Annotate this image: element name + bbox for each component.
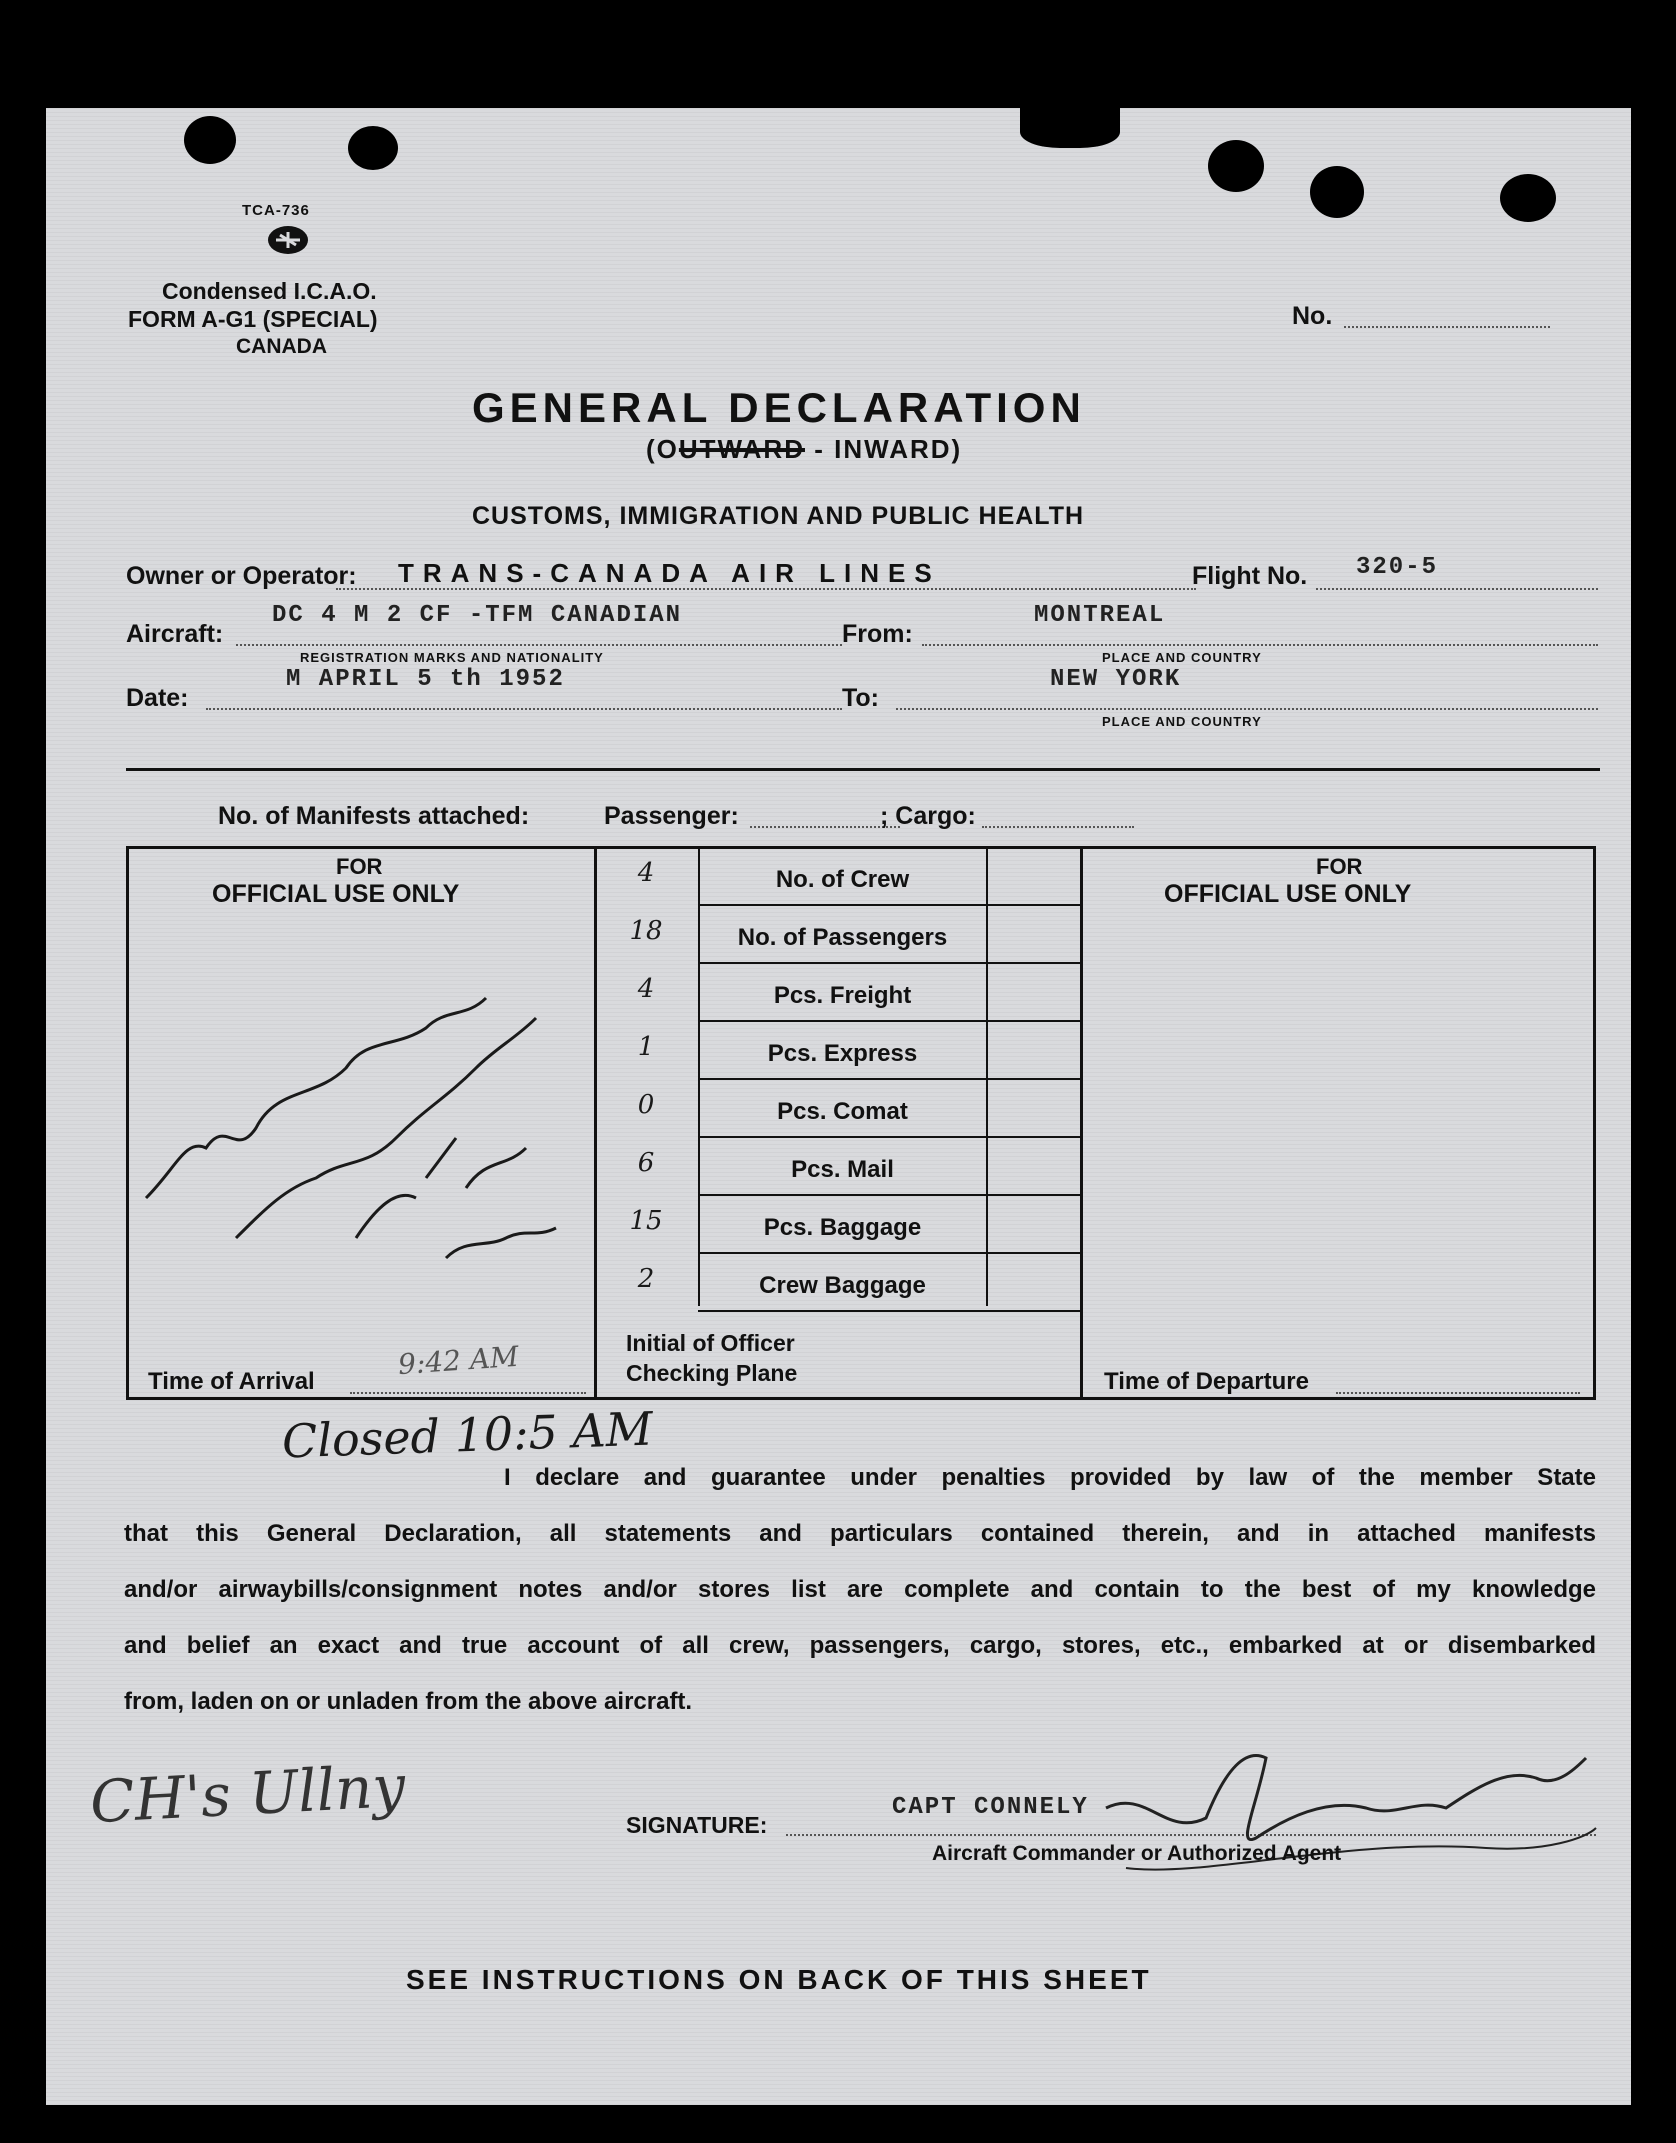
owner-value[interactable]: TRANS-CANADA AIR LINES [398, 558, 941, 588]
from-field-line [922, 644, 1598, 646]
table-row-label: No. of Passengers [737, 924, 948, 951]
to-label: To: [842, 684, 880, 712]
table-row-rule [698, 962, 1080, 964]
time-of-departure-label: Time of Departure [1104, 1368, 1309, 1395]
table-row-value[interactable]: 0 [637, 1090, 655, 1120]
table-row-rule [698, 1194, 1080, 1196]
to-value[interactable]: NEW YORK [1050, 666, 1182, 693]
table-row-value[interactable]: 18 [629, 916, 663, 946]
to-place-note: PLACE AND COUNTRY [1102, 714, 1262, 729]
table-row-value[interactable]: 2 [637, 1264, 655, 1294]
cargo-manifest-field[interactable] [982, 826, 1134, 828]
handwritten-closed-note: Closed 10:5 AM [281, 1401, 654, 1469]
signature-title: Aircraft Commander or Authorized Agent [932, 1842, 1342, 1865]
to-field-line [896, 708, 1598, 710]
cargo-manifest-label: ; Cargo: [880, 802, 976, 830]
table-row-rule [698, 1020, 1080, 1022]
form-code: TCA-736 [242, 202, 310, 219]
table-row-label: Pcs. Express [767, 1040, 918, 1067]
airline-logo-icon [268, 226, 308, 254]
section-heading: CUSTOMS, IMMIGRATION AND PUBLIC HEALTH [472, 502, 1085, 530]
from-label: From: [842, 620, 913, 648]
table-row-value[interactable]: 4 [637, 974, 655, 1004]
punch-hole [1020, 108, 1120, 148]
official-use-right: OFFICIAL USE ONLY [1164, 880, 1412, 908]
declaration-line: and/or airwaybills/consignment notes and/or stores list are complete and contain to the best of my knowledge [124, 1576, 1596, 1603]
initial-officer-line1: Initial of Officer [626, 1330, 795, 1356]
subtitle-open: (O [646, 434, 679, 464]
punch-hole [184, 116, 236, 164]
date-field-line [206, 708, 842, 710]
table-row-value[interactable]: 4 [637, 858, 655, 888]
table-divider-right [1080, 846, 1083, 1400]
punch-hole [348, 126, 398, 170]
form-subtitle [646, 434, 962, 465]
form-title: GENERAL DECLARATION [472, 384, 1086, 431]
flight-value[interactable]: 320-5 [1356, 554, 1439, 581]
official-for-left: FOR [336, 854, 383, 879]
table-row-label: Pcs. Mail [791, 1156, 894, 1183]
table-row-value[interactable]: 6 [637, 1148, 655, 1178]
owner-field-line [336, 588, 1196, 590]
subtitle-struck: UTWARD [678, 434, 805, 464]
handwritten-official-note [116, 938, 596, 1318]
header-line-2: FORM A-G1 (SPECIAL) [128, 306, 378, 332]
punch-hole [1208, 140, 1264, 192]
table-row-label: Crew Baggage [759, 1272, 926, 1299]
table-row-value[interactable]: 15 [629, 1206, 663, 1236]
handwritten-initials: CH's Ullny [88, 1751, 407, 1837]
passenger-manifest-label: Passenger: [604, 802, 739, 830]
signature-scrawl [1086, 1728, 1606, 1898]
table-row-value[interactable]: 1 [637, 1032, 655, 1062]
number-field[interactable] [1344, 326, 1550, 328]
signature-typed-name[interactable]: CAPT CONNELY [892, 1794, 1089, 1821]
number-label: No. [1292, 302, 1333, 330]
passenger-manifest-field[interactable] [750, 826, 900, 828]
manifests-label: No. of Manifests attached: [218, 802, 530, 830]
form-sheet [46, 108, 1631, 2105]
official-use-left: OFFICIAL USE ONLY [212, 880, 460, 908]
aircraft-label: Aircraft: [126, 620, 224, 648]
table-row-rule [698, 1078, 1080, 1080]
declaration-line: from, laden on or unladen from the above aircraft. [124, 1688, 693, 1715]
declaration-line: I declare and guarantee under penalties provided by law of the member State [504, 1464, 1596, 1491]
subtitle-rest: - INWARD) [814, 434, 963, 464]
footer-instructions: SEE INSTRUCTIONS ON BACK OF THIS SHEET [406, 1964, 1152, 1995]
aircraft-note: REGISTRATION MARKS AND NATIONALITY [300, 650, 604, 665]
flight-field-line [1316, 588, 1598, 590]
table-row-rule [698, 904, 1080, 906]
from-value[interactable]: MONTREAL [1034, 602, 1166, 629]
time-of-arrival-field[interactable] [350, 1392, 586, 1394]
punch-hole [1500, 174, 1556, 222]
header-line-3: CANADA [236, 335, 327, 358]
table-row-label: Pcs. Comat [777, 1098, 908, 1125]
table-row-label: Pcs. Freight [773, 982, 912, 1009]
flight-label: Flight No. [1192, 562, 1308, 590]
punch-hole [1310, 166, 1364, 218]
time-of-arrival-label: Time of Arrival [148, 1368, 315, 1395]
aircraft-field-line [236, 644, 842, 646]
signature-label: SIGNATURE: [626, 1812, 768, 1838]
declaration-line: and belief an exact and true account of all crew, passengers, cargo, stores, etc., embarked at or disembarked [124, 1632, 1596, 1659]
table-row-rule [698, 1310, 1080, 1312]
divider-rule [126, 768, 1600, 771]
table-row-rule [698, 1252, 1080, 1254]
time-of-departure-field[interactable] [1336, 1392, 1580, 1394]
official-for-right: FOR [1316, 854, 1363, 879]
declaration-line: that this General Declaration, all statements and particulars contained therein, and in attached manifests [124, 1520, 1596, 1547]
aircraft-value[interactable]: DC 4 M 2 CF -TFM CANADIAN [272, 602, 683, 629]
owner-label: Owner or Operator: [126, 562, 357, 590]
initial-officer-line2: Checking Plane [626, 1360, 798, 1386]
table-row-label: No. of Crew [775, 866, 910, 893]
header-line-1: Condensed I.C.A.O. [162, 278, 377, 304]
handwritten-arrival-time: 9:42 AM [396, 1339, 520, 1382]
from-place-note: PLACE AND COUNTRY [1102, 650, 1262, 665]
date-label: Date: [126, 684, 189, 712]
date-value[interactable]: M APRIL 5 th 1952 [286, 666, 565, 693]
table-row-rule [698, 1136, 1080, 1138]
table-row-label: Pcs. Baggage [763, 1214, 922, 1241]
table-divider-check [986, 846, 988, 1306]
